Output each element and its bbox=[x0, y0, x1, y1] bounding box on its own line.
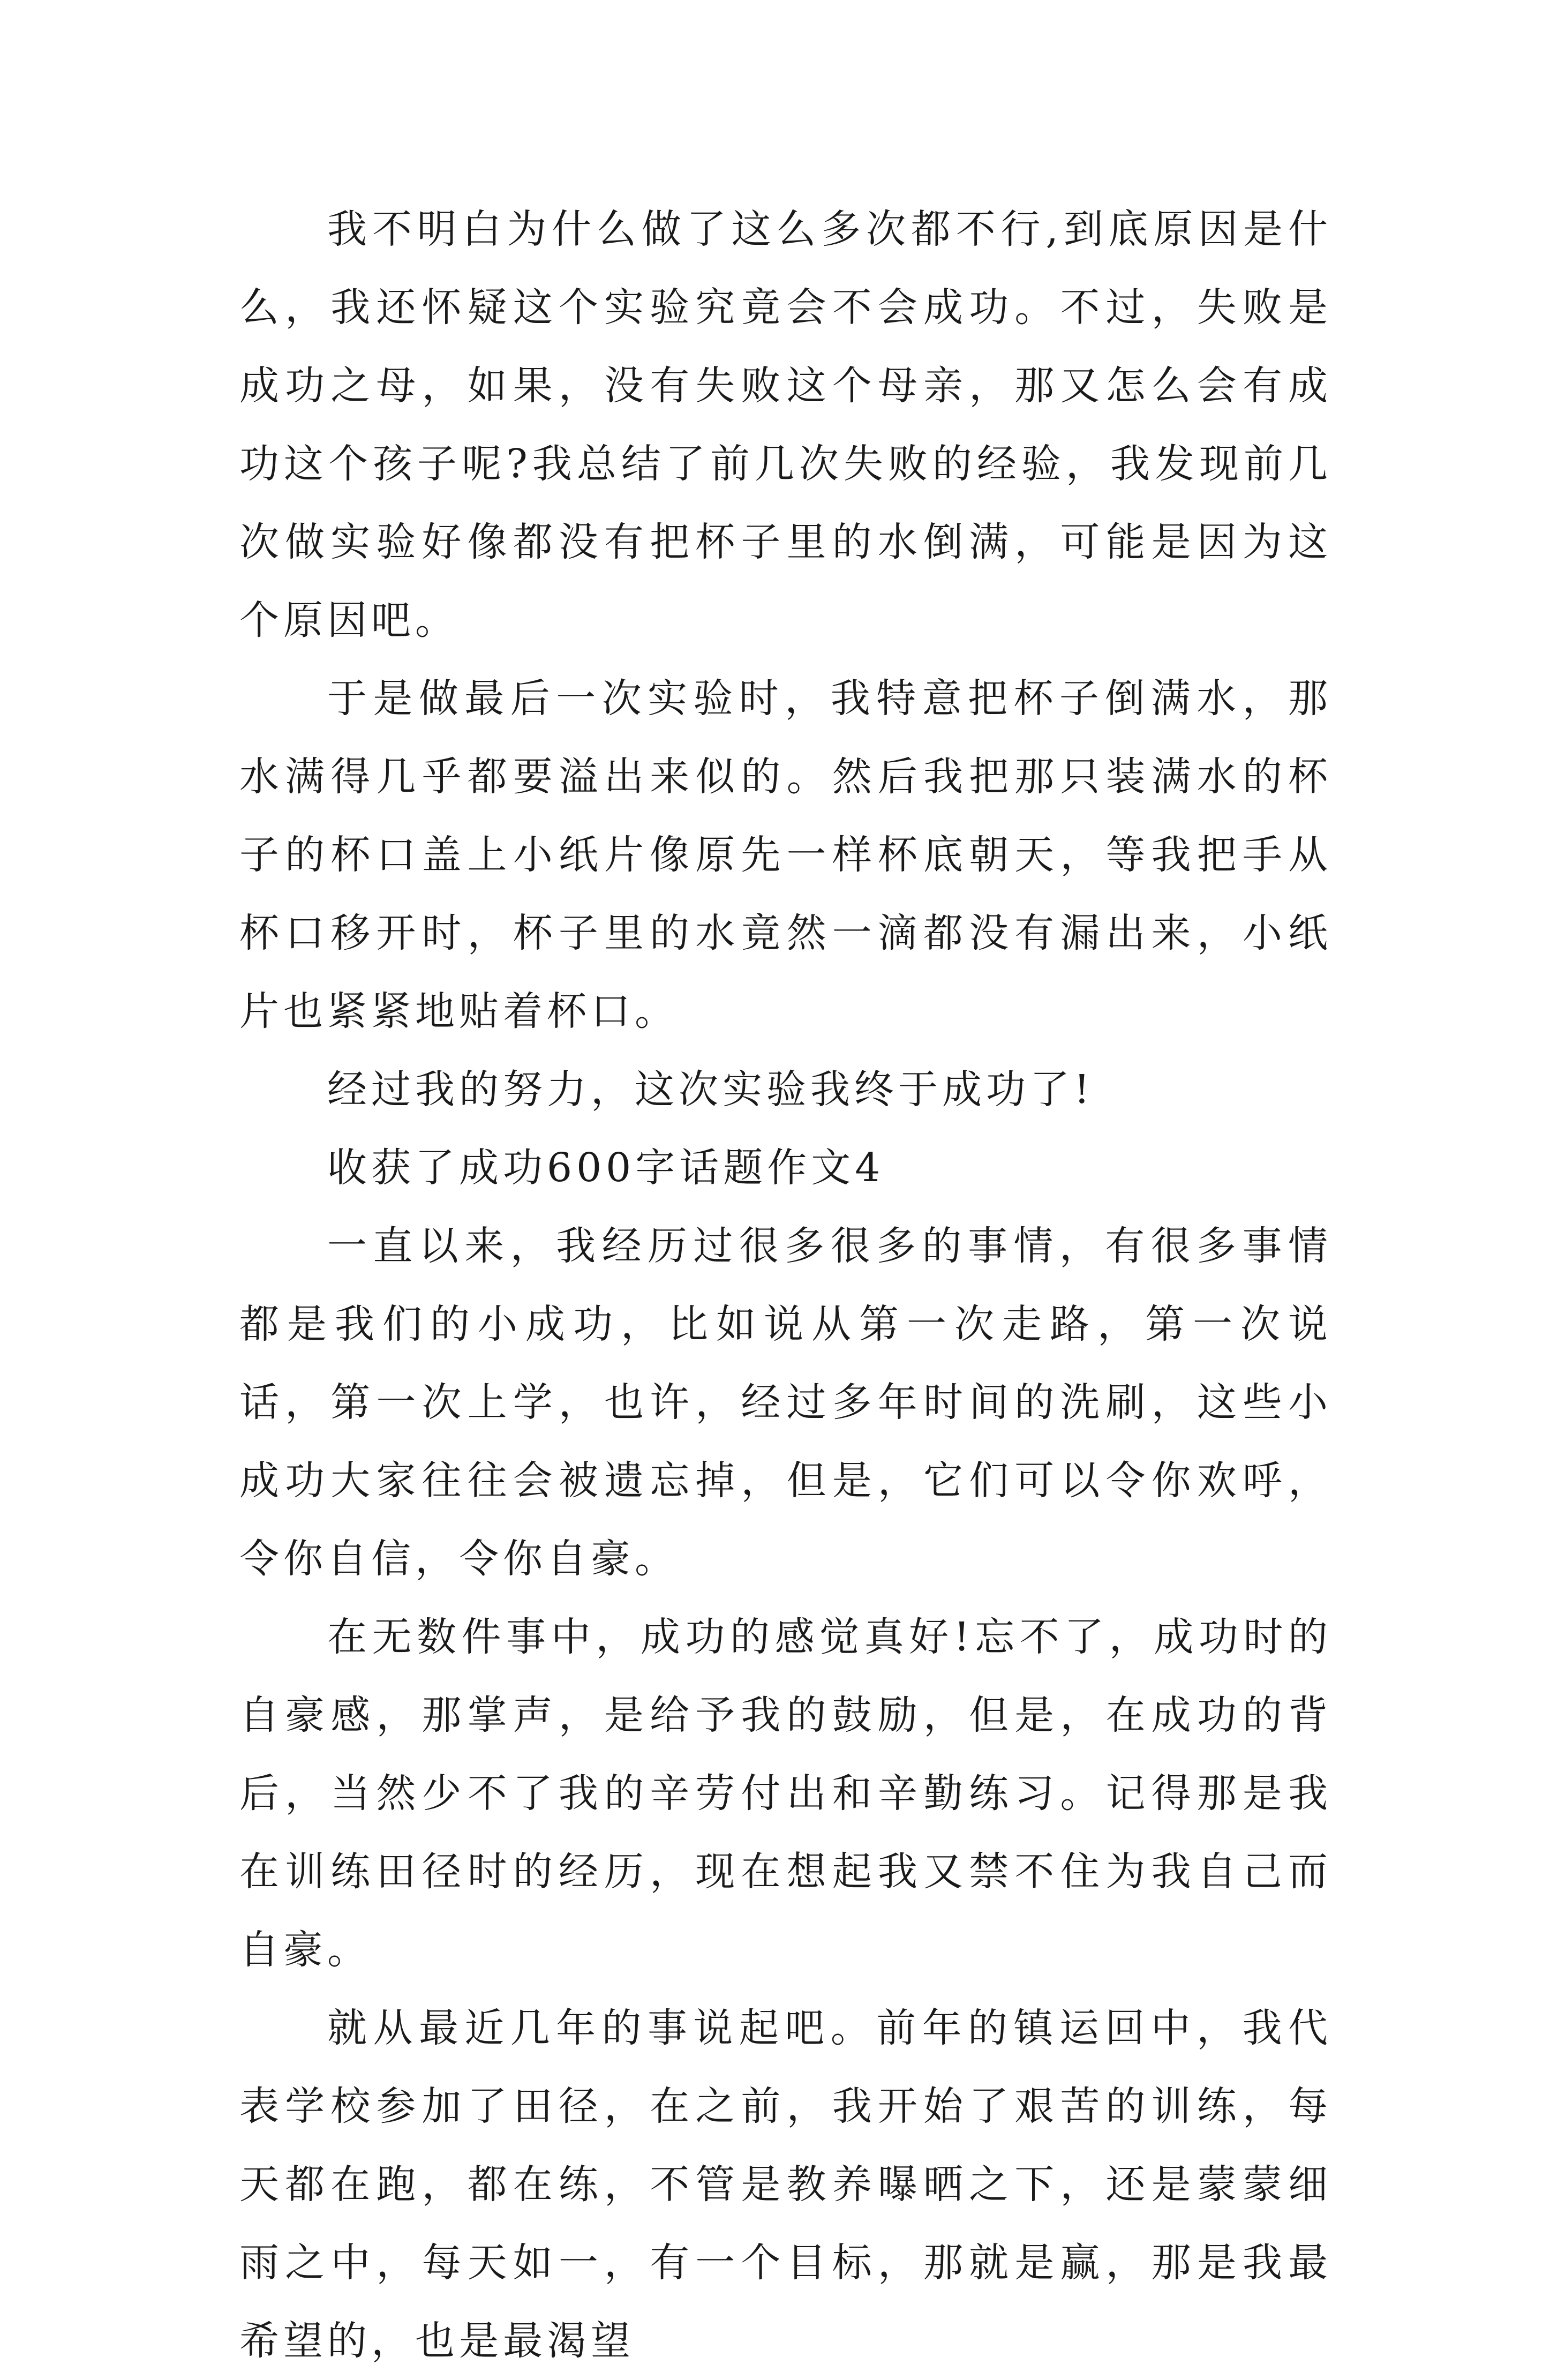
paragraph-2: 于是做最后一次实验时，我特意把杯子倒满水，那水满得几乎都要溢出来似的。然后我把那只装满水的杯子的杯口盖上小纸片像原先一样杯底朝天，等我把手从杯口移开时，杯子里的水竟然一滴都没有漏出来，小纸片也紧紧地贴着杯口。 bbox=[239, 675, 1332, 1034]
document-body bbox=[239, 190, 1332, 2380]
paragraph-1: 我不明白为什么做了这么多次都不行,到底原因是什么，我还怀疑这个实验究竟会不会成功。不过，失败是成功之母，如果，没有失败这个母亲，那又怎么会有成功这个孩子呢?我总结了前几次失败的经验，我发现前几次做实验好像都没有把杯子里的水倒满，可能是因为这个原因吧。 bbox=[239, 206, 1332, 643]
paragraph-3: 经过我的努力，这次实验我终于成功了! bbox=[327, 1067, 1094, 1113]
section-heading: 收获了成功600字话题作文4 bbox=[327, 1145, 885, 1191]
paragraph-4: 一直以来，我经历过很多很多的事情，有很多事情都是我们的小成功，比如说从第一次走路，第一次说话，第一次上学，也许，经过多年时间的洗刷，这些小成功大家往往会被遗忘掉，但是，它们可以令你欢呼，令你自信，令你自豪。 bbox=[239, 1223, 1332, 1582]
paragraph-5: 在无数件事中，成功的感觉真好!忘不了，成功时的自豪感，那掌声，是给予我的鼓励，但是，在成功的背后，当然少不了我的辛劳付出和辛勤练习。记得那是我在训练田径时的经历，现在想起我又禁不住为我自己而自豪。 bbox=[239, 1614, 1332, 1973]
paragraph-6: 就从最近几年的事说起吧。前年的镇运回中，我代表学校参加了田径，在之前，我开始了艰苦的训练，每天都在跑，都在练，不管是教养曝晒之下，还是蒙蒙细雨之中，每天如一，有一个目标，那就是赢，那是我最希望的，也是最渴望 bbox=[239, 2005, 1332, 2364]
